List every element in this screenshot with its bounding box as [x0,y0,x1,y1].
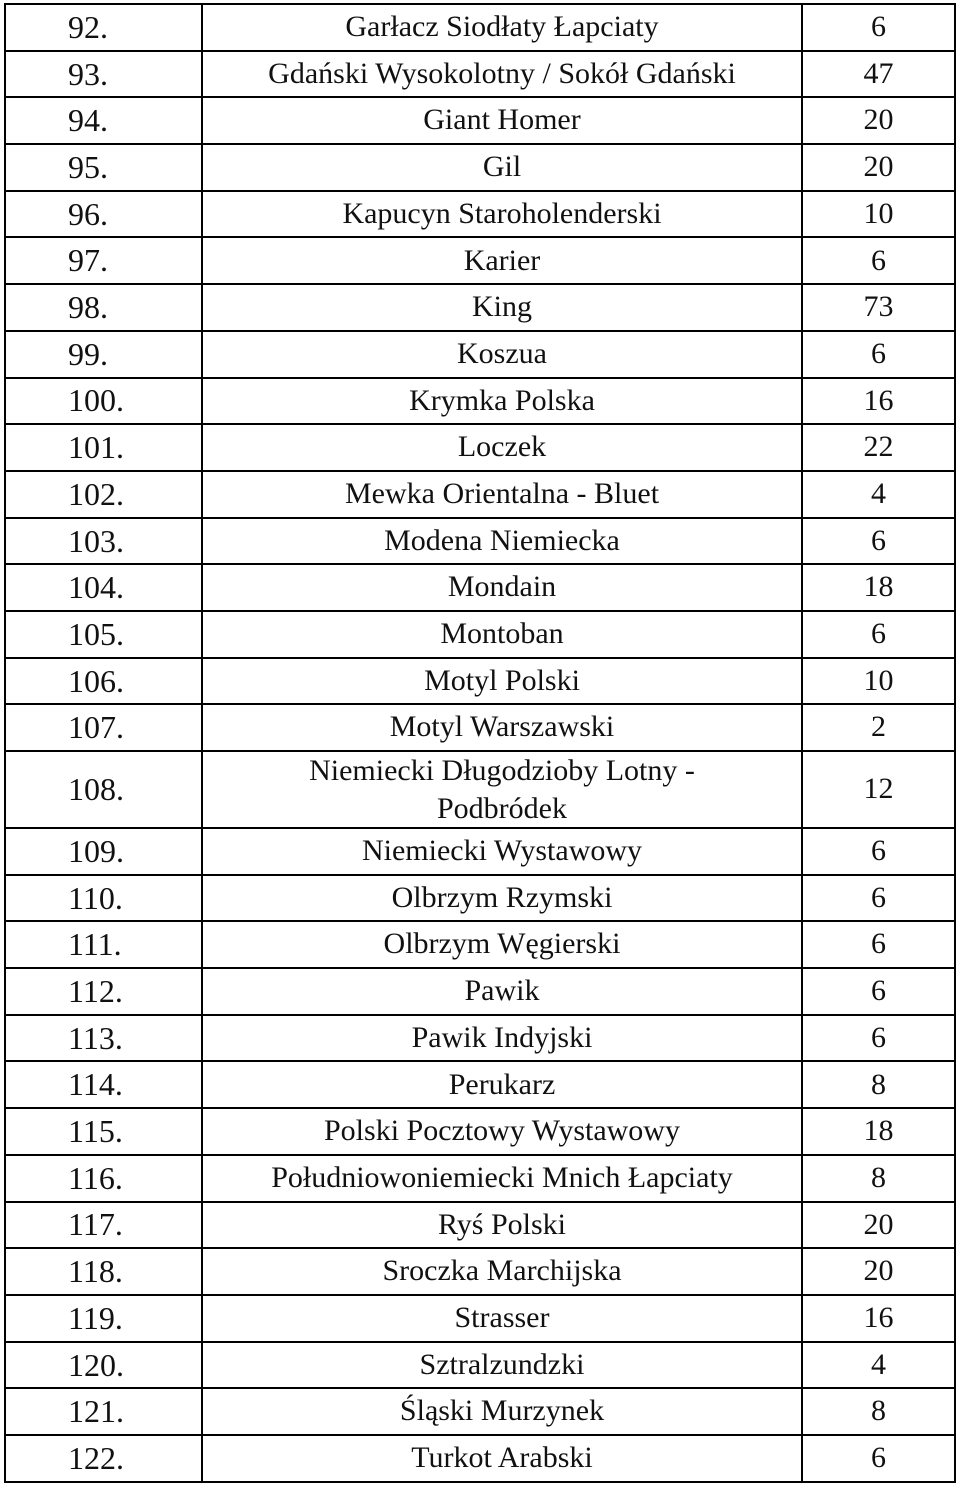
breed-name-line-1: Niemiecki Długodzioby Lotny - [309,754,695,787]
breed-name: Śląski Murzynek [202,1388,802,1435]
breed-name: Motyl Polski [202,658,802,705]
breed-name: Mondain [202,564,802,611]
breed-name: Strasser [202,1295,802,1342]
row-number: 120. [5,1342,202,1389]
breed-count: 16 [802,378,955,425]
breed-name: Perukarz [202,1061,802,1108]
row-number: 99. [5,331,202,378]
breed-count: 73 [802,284,955,331]
breed-count: 22 [802,424,955,471]
breed-name: Polski Pocztowy Wystawowy [202,1108,802,1155]
breed-name [202,751,802,828]
table-row [5,144,955,191]
row-number: 110. [5,875,202,922]
table-row [5,4,955,51]
breed-count: 6 [802,4,955,51]
table-row [5,828,955,875]
breed-count: 20 [802,1202,955,1249]
table-row [5,658,955,705]
row-number: 112. [5,968,202,1015]
row-number: 102. [5,471,202,518]
breed-name: Krymka Polska [202,378,802,425]
breed-name: Giant Homer [202,97,802,144]
breed-count: 10 [802,658,955,705]
table-row [5,1435,955,1482]
row-number: 114. [5,1061,202,1108]
row-number: 97. [5,237,202,284]
table-row [5,1108,955,1155]
breed-count: 4 [802,1342,955,1389]
table-row [5,331,955,378]
breed-count: 8 [802,1388,955,1435]
breed-count: 4 [802,471,955,518]
table-row [5,1061,955,1108]
breed-name: Montoban [202,611,802,658]
breed-count: 2 [802,704,955,751]
table-row [5,378,955,425]
breed-name: Turkot Arabski [202,1435,802,1482]
table-row [5,921,955,968]
row-number: 101. [5,424,202,471]
breed-count: 6 [802,1435,955,1482]
breed-count: 6 [802,611,955,658]
breed-count: 6 [802,1015,955,1062]
breed-name: King [202,284,802,331]
row-number: 122. [5,1435,202,1482]
table-row [5,751,955,828]
row-number: 93. [5,51,202,98]
row-number: 92. [5,4,202,51]
table-row [5,284,955,331]
breed-name-line-2: Podbródek [437,791,567,825]
table-row [5,968,955,1015]
table-row [5,471,955,518]
row-number: 98. [5,284,202,331]
breed-name: Pawik [202,968,802,1015]
breed-name: Gil [202,144,802,191]
table-row [5,191,955,238]
row-number: 94. [5,97,202,144]
breed-name: Karier [202,237,802,284]
breed-name: Garłacz Siodłaty Łapciaty [202,4,802,51]
breed-name: Koszua [202,331,802,378]
row-number: 116. [5,1155,202,1202]
breed-name: Kapucyn Staroholenderski [202,191,802,238]
table-row [5,1015,955,1062]
breed-count: 47 [802,51,955,98]
table-row [5,518,955,565]
table-row [5,1248,955,1295]
row-number: 118. [5,1248,202,1295]
row-number: 103. [5,518,202,565]
breed-count: 18 [802,1108,955,1155]
breed-name: Ryś Polski [202,1202,802,1249]
row-number: 108. [5,751,202,828]
breed-count: 6 [802,331,955,378]
row-number: 121. [5,1388,202,1435]
table-row [5,1342,955,1389]
table-row [5,875,955,922]
row-number: 111. [5,921,202,968]
row-number: 115. [5,1108,202,1155]
table-row [5,97,955,144]
table-row [5,1202,955,1249]
table-row [5,1388,955,1435]
table-row [5,1155,955,1202]
table-row [5,704,955,751]
breed-name: Loczek [202,424,802,471]
breed-count: 12 [802,751,955,828]
breed-count: 8 [802,1155,955,1202]
row-number: 107. [5,704,202,751]
breed-name: Gdański Wysokolotny / Sokół Gdański [202,51,802,98]
breed-name: Modena Niemiecka [202,518,802,565]
breed-name: Niemiecki Wystawowy [202,828,802,875]
breed-count: 6 [802,875,955,922]
breed-count: 6 [802,921,955,968]
row-number: 117. [5,1202,202,1249]
row-number: 113. [5,1015,202,1062]
breed-count: 10 [802,191,955,238]
table-row [5,611,955,658]
breed-count: 8 [802,1061,955,1108]
table-row [5,237,955,284]
row-number: 100. [5,378,202,425]
breed-name: Sroczka Marchijska [202,1248,802,1295]
row-number: 104. [5,564,202,611]
breed-name: Olbrzym Rzymski [202,875,802,922]
table-row [5,564,955,611]
breed-name: Południowoniemiecki Mnich Łapciaty [202,1155,802,1202]
breed-count: 20 [802,144,955,191]
row-number: 109. [5,828,202,875]
breed-count: 20 [802,1248,955,1295]
breed-table [4,3,956,1483]
breed-name: Olbrzym Węgierski [202,921,802,968]
breed-count: 6 [802,518,955,565]
breed-count: 6 [802,237,955,284]
breed-count: 6 [802,968,955,1015]
breed-name: Pawik Indyjski [202,1015,802,1062]
breed-name: Motyl Warszawski [202,704,802,751]
breed-count: 16 [802,1295,955,1342]
breed-count: 20 [802,97,955,144]
breed-name: Sztralzundzki [202,1342,802,1389]
row-number: 105. [5,611,202,658]
row-number: 119. [5,1295,202,1342]
row-number: 106. [5,658,202,705]
row-number: 95. [5,144,202,191]
table-row [5,51,955,98]
row-number: 96. [5,191,202,238]
breed-count: 18 [802,564,955,611]
breed-count: 6 [802,828,955,875]
table-row [5,1295,955,1342]
breed-name: Mewka Orientalna - Bluet [202,471,802,518]
table-row [5,424,955,471]
